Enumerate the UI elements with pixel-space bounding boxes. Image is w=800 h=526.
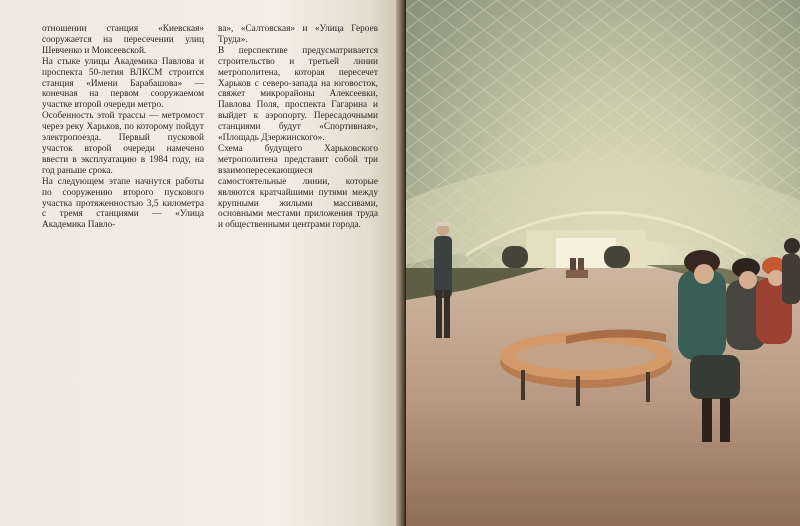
paragraph: В перспективе предусматривается строительство и третьей линии метрополитена, которая пересечет Харьков с северо-запада на юговосток, свяжет микрорайоны Алексеевки, Павлова Поля, проспекта Гагарина и выйдет к аэропорту. Пересадочными станциями будут «Спортивная», «Площадь Дзержинского». xyxy=(218,45,378,144)
photo-illustration xyxy=(406,0,800,526)
text-column-left xyxy=(42,24,204,231)
paragraph: Особенность этой трассы — метромост через реку Харьков, по которому пойдут электропоезда. Первый пусковой участок второй очереди намечено ввести в эксплуатацию в 1984 году, на год раньше срока. xyxy=(42,111,204,176)
text-column-right xyxy=(218,24,378,231)
paragraph: На следующем этапе начнутся работы по сооружению второго пускового участка протяженностью 3,5 километра с тремя станциями — «Улица Академика Павло- xyxy=(42,176,204,231)
paragraph: отношении станция «Киевская» сооружается на пересечении улиц Шевченко и Моисеевской. xyxy=(42,24,204,56)
paragraph: Схема будущего Харьковского метрополитена представит собой три взаимопересекающиеся самостоятельные линии, которые являются кратчайшими путями между крупными жилыми массивами, основными местами приложения труда и общественными центрами города. xyxy=(218,143,378,231)
metro-station-photo xyxy=(406,0,800,526)
paragraph: ва», «Салтовская» и «Улица Героев Труда». xyxy=(218,24,378,45)
paragraph: На стыке улицы Академика Павлова и проспекта 50-летия ВЛКСМ строится станция «Имени Барабашова» — конечная на первом сооружаемом участке второй очереди метро. xyxy=(42,56,204,111)
